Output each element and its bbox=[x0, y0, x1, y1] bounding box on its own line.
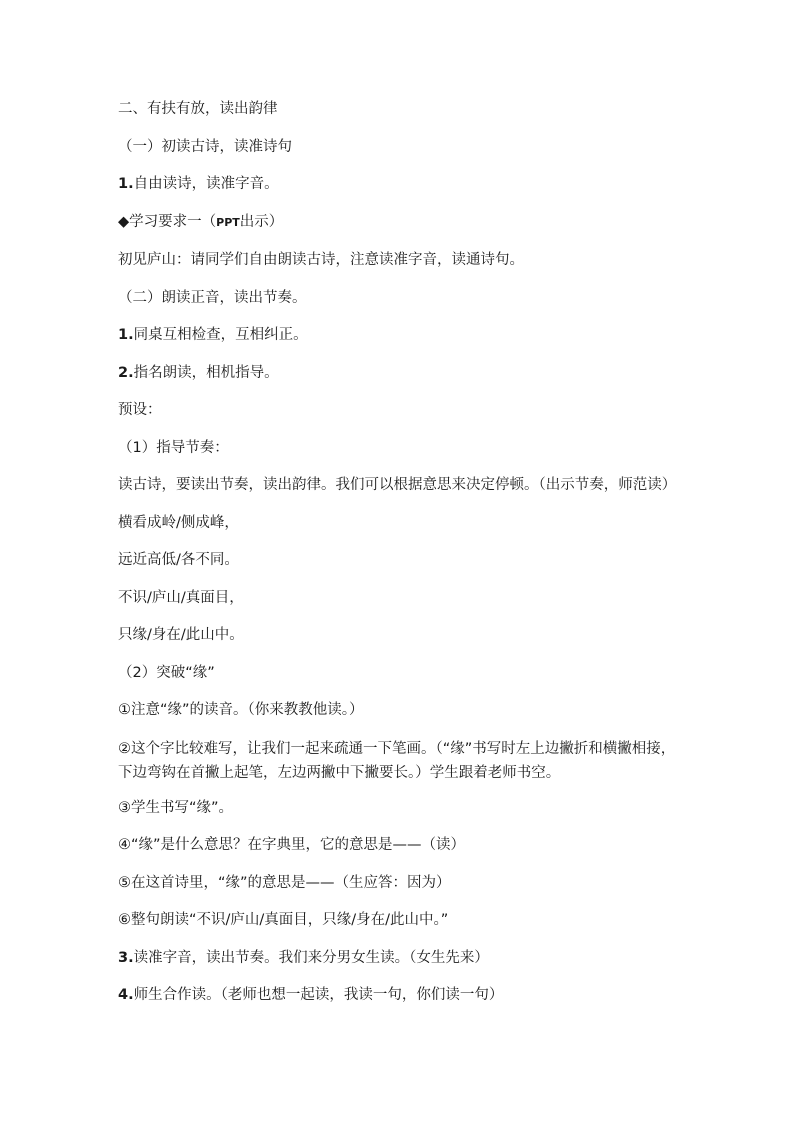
item-number: 1. bbox=[118, 176, 134, 192]
paragraph: （2）突破“缘” bbox=[118, 664, 215, 681]
paragraph: 2.指名朗读，相机指导。 bbox=[118, 364, 279, 381]
paragraph: 1.同桌互相检查，互相纠正。 bbox=[118, 327, 308, 343]
document-body bbox=[118, 98, 678, 1022]
paragraph: 初见庐山：请同学们自由朗读古诗，注意读准字音，读通诗句。 bbox=[118, 252, 524, 268]
item-number: 4. bbox=[118, 987, 134, 1003]
item-number: 2. bbox=[118, 364, 134, 381]
paragraph: 预设： bbox=[118, 402, 162, 418]
paragraph: ⑥整句朗读“不识/庐山/真面目，只缘/身在/此山中。” bbox=[118, 912, 449, 928]
paragraph: 4.师生合作读。（老师也想一起读，我读一句，你们读一句） bbox=[118, 987, 504, 1003]
paragraph: ◆学习要求一（PPT出示） bbox=[118, 213, 284, 230]
paragraph: 读古诗，要读出节奏，读出韵律。我们可以根据意思来决定停顿。（出示节奏，师范读） bbox=[118, 477, 677, 493]
section-heading: 二、有扶有放，读出韵律 bbox=[118, 101, 278, 117]
paragraph: ①注意“缘”的读音。（你来教教他读。） bbox=[118, 702, 364, 718]
paragraph: ⑤在这首诗里，“缘”的意思是——（生应答：因为） bbox=[118, 874, 451, 891]
paragraph: ④“缘”是什么意思？在字典里，它的意思是——（读） bbox=[118, 837, 466, 853]
subsection-heading: （二）朗读正音，读出节奏。 bbox=[118, 289, 307, 306]
item-number: 3. bbox=[118, 949, 134, 966]
poem-line: 只缘/身在/此山中。 bbox=[118, 627, 244, 643]
poem-line: 不识/庐山/真面目， bbox=[118, 589, 244, 606]
paragraph: （1）指导节奏： bbox=[118, 439, 229, 456]
diamond-bullet-icon: ◆ bbox=[118, 213, 130, 230]
poem-line: 横看成岭/侧成峰， bbox=[118, 514, 239, 531]
paragraph: ②这个字比较难写，让我们一起来疏通一下笔画。（“缘”书写时左上边撇折和横撇相接，下边弯钩在首撇上起笔，左边两撇中下撇要长。）学生跟着老师书空。 bbox=[118, 740, 676, 781]
poem-line: 远近高低/各不同。 bbox=[118, 552, 239, 568]
subsection-heading: （一）初读古诗，读准诗句 bbox=[118, 138, 292, 155]
item-number: 1. bbox=[118, 327, 134, 343]
paragraph: 3.读准字音，读出节奏。我们来分男女生读。（女生先来） bbox=[118, 949, 489, 966]
paragraph: ③学生书写“缘”。 bbox=[118, 799, 234, 816]
paragraph: 1.自由读诗，读准字音。 bbox=[118, 176, 279, 192]
